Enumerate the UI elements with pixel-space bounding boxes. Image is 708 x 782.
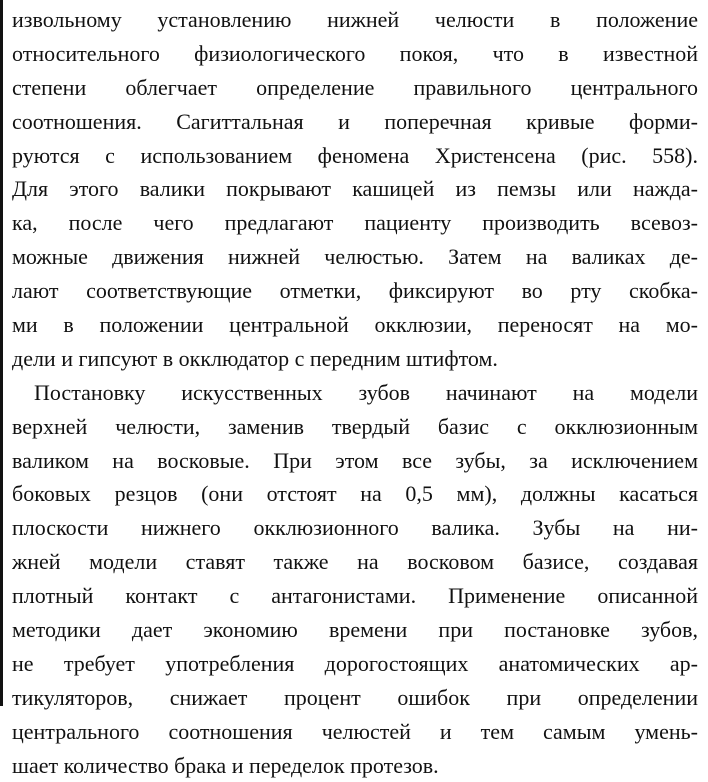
text-line: центрального соотношения челюстей и тем самым умень- (12, 718, 698, 744)
left-margin-rule (0, 0, 3, 706)
text-line: боковых резцов (они отстоят на 0,5 мм), должны касаться (12, 481, 698, 507)
text-line: дели и гипсуют в окклюдатор с передним штифтом. (12, 345, 498, 371)
text-line: верхней челюсти, заменив твердый базис с окклюзионным (12, 413, 698, 439)
text-line: тикуляторов, снижает процент ошибок при определении (12, 684, 698, 710)
text-line: извольному установлению нижней челюсти в положение (12, 7, 698, 32)
text-line: лают соответствующие отметки, фиксируют во рту скобка- (12, 278, 698, 304)
text-line: плоскости нижнего окклюзионного валика. Зубы на ни- (12, 515, 698, 541)
text-line: не требует употребления дорогостоящих анатомических ар- (12, 650, 698, 676)
text-line: валиком на восковые. При этом все зубы, за исключением (12, 447, 698, 473)
text-line: Постановку искусственных зубов начинают на модели (34, 379, 698, 405)
text-line: шает количество брака и переделок протезов. (12, 752, 439, 778)
text-line: ми в положении центральной окклюзии, переносят на мо- (12, 312, 698, 338)
body-text (12, 3, 698, 782)
text-line: методики дает экономию времени при постановке зубов, (12, 617, 698, 643)
text-line: относительного физиологического покоя, что в известной (12, 40, 698, 66)
text-line: Для этого валики покрывают кашицей из пемзы или нажда- (12, 176, 698, 202)
text-line: ка, после чего предлагают пациенту производить всевоз- (12, 210, 698, 236)
text-line: соотношения. Сагиттальная и поперечная кривые форми- (12, 108, 698, 134)
paragraph-1 (12, 3, 698, 376)
text-line: руются с использованием феномена Христенсена (рис. 558). (12, 142, 698, 168)
text-line: жней модели ставят также на восковом базисе, создавая (12, 549, 698, 575)
text-line: можные движения нижней челюстью. Затем на валиках де- (12, 244, 698, 270)
text-line: плотный контакт с антагонистами. Применение описанной (12, 583, 698, 609)
paragraph-2 (12, 376, 698, 782)
text-line: степени облегчает определение правильного центрального (12, 74, 698, 100)
